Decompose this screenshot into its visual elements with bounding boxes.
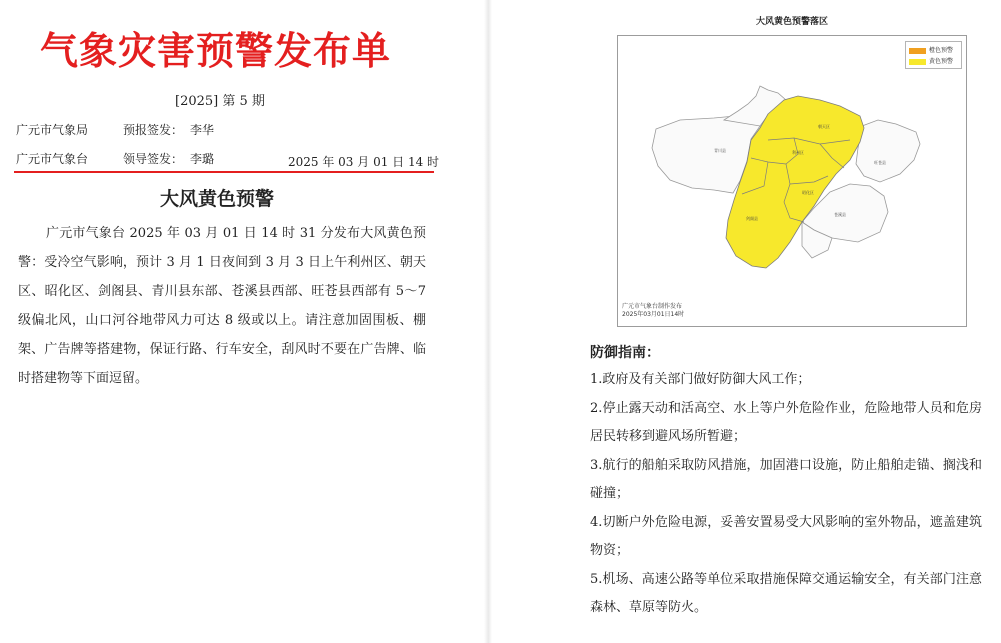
map-caption: 大风黄色预警落区 <box>755 17 828 27</box>
map-credit-line: 广元市气象台制作发布 <box>622 303 683 310</box>
document-title: 气象灾害预警发布单 <box>40 29 392 73</box>
warning-body: 广元市气象台 2025 年 03 月 01 日 14 时 31 分发布大风黄色预警：受冷空气影响，预计 3 月 1 日夜间到 3 月 3 日上午利州区、朝天区、昭化区、剑阁县、青川县东部、苍溪县西部、旺苍县西部有 5～7 级偏北风，山口河谷地带风力可达 8 级或以上。请注意加固围板、棚架、广告牌等搭建物，保证行路、行车安全，刮风时不要在广告牌、临时搭建物等下面逗留。 <box>18 226 426 386</box>
map-label: 朝天区 <box>818 124 830 129</box>
legend-item-orange <box>909 45 953 54</box>
legend-item-yellow <box>909 56 953 65</box>
map-legend <box>905 41 962 69</box>
agency-name: 广元市气象台 <box>16 152 89 166</box>
signer-role: 领导签发： <box>123 152 184 166</box>
map-label: 利州区 <box>792 150 804 155</box>
signer-name: 李华 <box>190 123 215 137</box>
map-label: 剑阁县 <box>746 216 758 221</box>
page-divider <box>484 0 492 643</box>
header-divider <box>14 171 434 173</box>
issue-datetime: 2025 年 03 月 01 日 14 时 <box>288 155 440 169</box>
guide-item: 2.停止露天动和活高空、水上等户外危险作业，危险地带人员和危房居民转移到避风场所暂避； <box>590 400 982 444</box>
map-credit <box>622 303 684 319</box>
agency-name: 广元市气象局 <box>16 123 89 137</box>
legend-swatch-yellow <box>909 59 926 65</box>
map-credit-line: 2025年03月01日14时 <box>622 311 685 318</box>
legend-swatch-orange <box>909 48 926 54</box>
guide-item: 3.航行的船舶采取防风措施，加固港口设施，防止船舶走锚、搁浅和碰撞； <box>590 457 982 501</box>
signer-role: 预报签发： <box>123 123 184 137</box>
guide-item: 4.切断户外危险电源，妥善安置易受大风影响的室外物品，遮盖建筑物资； <box>590 514 982 558</box>
warning-subtitle: 大风黄色预警 <box>160 188 275 210</box>
guide-title: 防御指南： <box>590 345 660 361</box>
map-label: 苍溪县 <box>834 212 846 217</box>
warning-map <box>617 35 967 327</box>
map-region-east <box>856 120 920 182</box>
guide-item: 1.政府及有关部门做好防御大风工作； <box>590 372 811 387</box>
legend-label: 黄色预警 <box>929 58 954 65</box>
guide-item: 5.机场、高速公路等单位采取措施保障交通运输安全，有关部门注意森林、草原等防火。 <box>590 571 982 615</box>
signer-name: 李璐 <box>190 152 215 166</box>
issue-number: [2025] 第 5 期 <box>175 94 265 109</box>
legend-label: 橙色预警 <box>929 47 954 54</box>
map-label: 青川县 <box>714 148 726 153</box>
map-label: 昭化区 <box>802 190 814 195</box>
map-graphic <box>618 36 966 326</box>
map-label: 旺苍县 <box>874 160 886 165</box>
guide-list <box>590 366 982 623</box>
